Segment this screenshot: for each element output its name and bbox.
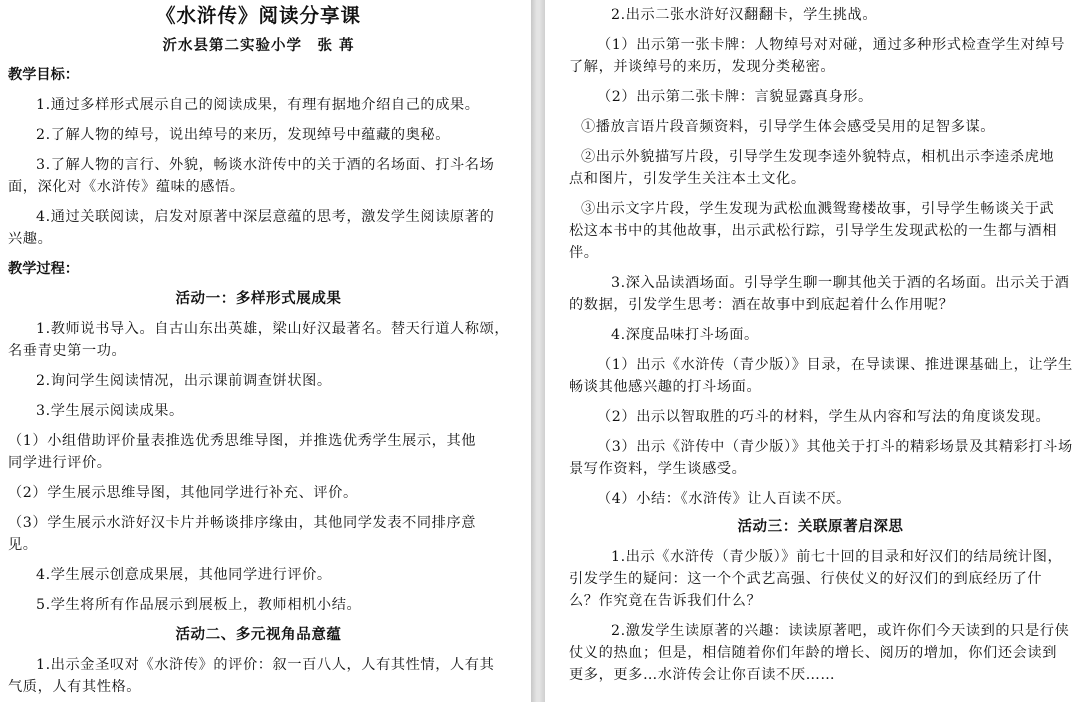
document-page-left: [0, 0, 531, 702]
paragraph-line: 了解，并谈绰号的来历，发现分类秘密。: [569, 59, 836, 75]
paragraph-line: 畅谈其他感兴趣的打斗场面。: [569, 379, 762, 395]
paragraph-line: （3）出示《浒传中（青少版）》其他关于打斗的精彩场景及其精彩打斗场: [597, 439, 1073, 455]
activity-heading-1: 活动一：多样形式展成果: [175, 290, 342, 307]
paragraph-line: 1.出示《水浒传（青少版）》前七十回的目录和好汉们的结局统计图，: [611, 549, 1063, 565]
document-author: 沂水县第二实验小学 张 苒: [162, 37, 355, 54]
paragraph-line: 引发学生的疑问：这一个个武艺高强、行侠仗义的好汉们的到底经历了什: [569, 571, 1043, 587]
paragraph-line: 名垂青史第一功。: [8, 343, 127, 359]
activity-heading-3: 活动三：关联原著启深思: [737, 518, 904, 535]
paragraph-line: 2.了解人物的绰号，说出绰号的来历，发现绰号中蕴藏的奥秘。: [36, 127, 451, 143]
paragraph-line: ③出示文字片段，学生发现为武松血溅鸳鸯楼故事，引导学生畅谈关于武: [581, 201, 1055, 217]
paragraph-line: 2.激发学生读原著的兴趣：读读原著吧，或许你们今天读到的只是行侠: [611, 623, 1070, 639]
paragraph-line: （1）出示第一张卡牌：人物绰号对对碰，通过多种形式检查学生对绰号: [597, 37, 1066, 53]
paragraph-line: 仗义的热血；但是，相信随着你们年龄的增长、阅历的增加，你们还会读到: [569, 645, 1057, 661]
page-gutter: [531, 0, 545, 702]
paragraph-line: （3）学生展示水浒好汉卡片并畅谈排序缘由，其他同学发表不同排序意: [8, 515, 477, 531]
paragraph-line: 么？作究竟在告诉我们什么？: [569, 593, 762, 609]
paragraph-line: （1）小组借助评价量表推选优秀思维导图，并推选优秀学生展示，其他: [8, 433, 477, 449]
document-page-right: [545, 0, 1080, 702]
paragraph-line: 1.出示金圣叹对《水浒传》的评价：叙一百八人，人有其性情，人有其: [36, 657, 495, 673]
paragraph-line: 景写作资料，学生谈感受。: [569, 461, 747, 477]
paragraph-line: 点和图片，引发学生关注本土文化。: [569, 171, 806, 187]
paragraph-line: （4）小结：《水浒传》让人百读不厌。: [597, 491, 851, 507]
paragraph-line: （1）出示《水浒传（青少版）》目录，在导读课、推进课基础上，让学生: [597, 357, 1073, 373]
activity-heading-2: 活动二、多元视角品意蕴: [175, 626, 342, 643]
paragraph-line: （2）出示以智取胜的巧斗的材料，学生从内容和写法的角度谈发现。: [597, 409, 1051, 425]
paragraph-line: 1.教师说书导入。自古山东出英雄，梁山好汉最著名。替天行道人称颂，: [36, 321, 510, 337]
paragraph-line: 更多，更多…水浒传会让你百读不厌……: [569, 667, 836, 683]
paragraph-line: 面，深化对《水浒传》蕴味的感悟。: [8, 179, 245, 195]
paragraph-line: 2.询问学生阅读情况，出示课前调查饼状图。: [36, 373, 332, 389]
section-heading-process: 教学过程：: [8, 261, 79, 277]
paragraph-line: 的数据，引发学生思考：酒在故事中到底起着什么作用呢？: [569, 297, 954, 313]
section-heading-goals: 教学目标：: [8, 67, 79, 83]
paragraph-line: 见。: [8, 537, 38, 553]
paragraph-line: ①播放言语片段音频资料，引导学生体会感受吴用的足智多谋。: [581, 119, 996, 135]
paragraph-line: 伴。: [569, 245, 599, 261]
paragraph-line: 2.出示二张水浒好汉翻翻卡，学生挑战。: [611, 7, 878, 23]
paragraph-line: 3.学生展示阅读成果。: [36, 403, 184, 419]
paragraph-line: 3.深入品读酒场面。引导学生聊一聊其他关于酒的名场面。出示关于酒: [611, 275, 1070, 291]
paragraph-line: 同学进行评价。: [8, 455, 112, 471]
paragraph-line: 松这本书中的其他故事，出示武松行踪，引导学生发现武松的一生都与酒相: [569, 223, 1057, 239]
paragraph-line: 4.通过关联阅读，启发对原著中深层意蕴的思考，激发学生阅读原著的: [36, 209, 495, 225]
paragraph-line: （2）学生展示思维导图，其他同学进行补充、评价。: [8, 485, 358, 501]
paragraph-line: 3.了解人物的言行、外貌，畅谈水浒传中的关于酒的名场面、打斗名场: [36, 157, 495, 173]
paragraph-line: （2）出示第二张卡牌：言貌显露真身形。: [597, 89, 873, 105]
paragraph-line: 4.学生展示创意成果展，其他同学进行评价。: [36, 567, 332, 583]
paragraph-line: 4.深度品味打斗场面。: [611, 327, 759, 343]
paragraph-line: 5.学生将所有作品展示到展板上，教师相机小结。: [36, 597, 362, 613]
paragraph-line: ②出示外貌描写片段，引导学生发现李逵外貌特点，相机出示李逵杀虎地: [581, 149, 1055, 165]
paragraph-line: 兴趣。: [8, 231, 53, 247]
paragraph-line: 气质，人有其性格。: [8, 679, 142, 695]
paragraph-line: 1.通过多样形式展示自己的阅读成果，有理有据地介绍自己的成果。: [36, 97, 480, 113]
document-title: 《水浒传》阅读分享课: [155, 4, 361, 27]
